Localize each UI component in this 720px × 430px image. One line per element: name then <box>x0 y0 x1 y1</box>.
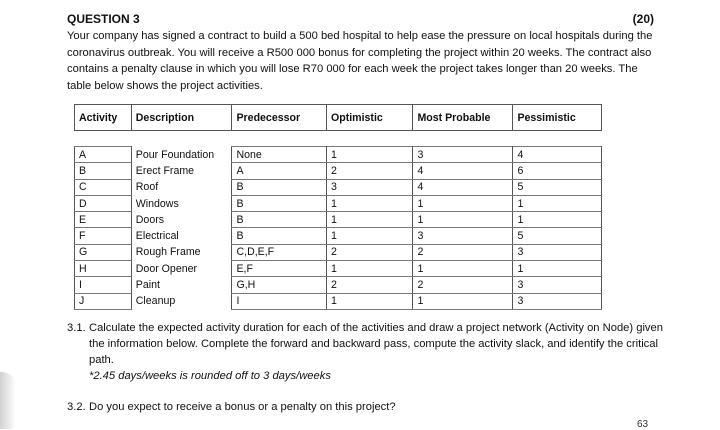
cell-most-probable: 1 <box>413 261 513 277</box>
cell-activity: A <box>75 147 132 163</box>
subquestions <box>67 320 663 415</box>
subquestion-number: 3.1. <box>67 322 86 334</box>
cell-description: Windows <box>135 197 179 210</box>
table-row <box>75 293 602 309</box>
cell-description: Electrical <box>135 230 179 243</box>
cell-most-probable: 2 <box>413 244 513 260</box>
cell-description: Roof <box>135 181 159 194</box>
cell-predecessor: B <box>232 228 327 244</box>
cell-most-probable: 4 <box>413 179 513 195</box>
cell-predecessor: A <box>232 163 327 179</box>
cell-pessimistic: 5 <box>513 228 602 244</box>
cell-most-probable: 2 <box>413 277 513 293</box>
cell-description: Rough Frame <box>135 246 201 259</box>
cell-description: Pour Foundation <box>135 148 215 161</box>
rounding-note: *2.45 days/weeks is rounded off to 3 days/weeks <box>89 370 331 382</box>
subquestion-3-1 <box>67 320 663 384</box>
cell-activity: I <box>75 277 132 293</box>
cell-activity: D <box>75 195 132 211</box>
cell-activity: C <box>75 179 132 195</box>
table-row <box>75 261 602 277</box>
cell-predecessor: I <box>232 293 327 309</box>
cell-optimistic: 1 <box>327 147 413 163</box>
cell-description: Doors <box>135 213 165 226</box>
cell-pessimistic: 4 <box>513 147 602 163</box>
table-row <box>75 244 602 260</box>
cell-predecessor: E,F <box>232 261 327 277</box>
question-title: QUESTION 3 <box>67 12 140 26</box>
table-header-row <box>75 105 602 131</box>
cell-optimistic: 2 <box>327 277 413 293</box>
table-row <box>75 179 602 195</box>
cell-predecessor: B <box>232 195 327 211</box>
cell-description: Cleanup <box>135 295 176 308</box>
activity-table <box>74 104 602 310</box>
cell-description: Paint <box>135 279 160 292</box>
cell-optimistic: 1 <box>327 228 413 244</box>
cell-most-probable: 1 <box>413 212 513 228</box>
cell-optimistic: 1 <box>327 261 413 277</box>
cell-most-probable: 1 <box>413 195 513 211</box>
header-most-probable: Most Probable <box>413 105 513 131</box>
cell-optimistic: 2 <box>327 163 413 179</box>
cell-pessimistic: 3 <box>513 244 602 260</box>
cell-pessimistic: 1 <box>513 261 602 277</box>
table-row <box>75 147 602 163</box>
cell-predecessor: None <box>232 147 327 163</box>
header-optimistic: Optimistic <box>327 105 413 131</box>
table-row <box>75 212 602 228</box>
cell-optimistic: 1 <box>327 195 413 211</box>
page-number: 63 <box>637 419 649 430</box>
cell-most-probable: 3 <box>413 147 513 163</box>
table-row <box>75 163 602 179</box>
cell-description: Erect Frame <box>135 164 195 177</box>
cell-pessimistic: 3 <box>513 293 602 309</box>
cell-activity: B <box>75 163 132 179</box>
page-edge-shadow <box>0 372 16 429</box>
header-activity: Activity <box>75 105 132 131</box>
cell-activity: F <box>75 228 132 244</box>
cell-pessimistic: 6 <box>513 163 602 179</box>
cell-pessimistic: 1 <box>513 195 602 211</box>
subquestion-text: Calculate the expected activity duration for each of the activities and draw a project network (Activity on Node) given the information below. Complete the forward and backward pass, compute the activity slack, and identify the critical path. <box>89 322 663 366</box>
cell-optimistic: 2 <box>327 244 413 260</box>
cell-predecessor: B <box>232 179 327 195</box>
cell-activity: J <box>75 293 132 309</box>
table-row <box>75 195 602 211</box>
subquestion-3-2 <box>67 399 663 415</box>
header-description: Description <box>131 105 232 131</box>
cell-optimistic: 1 <box>327 212 413 228</box>
table-row <box>75 228 602 244</box>
question-marks: (20) <box>632 12 654 26</box>
cell-activity: E <box>75 212 132 228</box>
cell-activity: H <box>75 261 132 277</box>
cell-optimistic: 3 <box>327 179 413 195</box>
table-row <box>75 277 602 293</box>
table-spacer-row <box>75 131 602 147</box>
question-intro: Your company has signed a contract to build a 500 bed hospital to help ease the pressure on local hospitals during the coronavirus outbreak. You will receive a R500 000 bonus for completing the project within 20 weeks. The contract also contains a penalty clause in which you will lose R70 000 for each week the project takes longer than 20 weeks. The table below shows the project activities. <box>67 30 653 92</box>
header-predecessor: Predecessor <box>232 105 327 131</box>
cell-description: Door Opener <box>135 262 198 275</box>
cell-most-probable: 4 <box>413 163 513 179</box>
cell-most-probable: 3 <box>413 228 513 244</box>
header-pessimistic: Pessimistic <box>513 105 602 131</box>
cell-pessimistic: 1 <box>513 212 602 228</box>
subquestion-number: 3.2. <box>67 401 86 413</box>
cell-pessimistic: 3 <box>513 277 602 293</box>
cell-pessimistic: 5 <box>513 179 602 195</box>
question-header <box>67 12 654 28</box>
subquestion-text: Do you expect to receive a bonus or a penalty on this project? <box>89 401 396 413</box>
cell-activity: G <box>75 244 132 260</box>
cell-most-probable: 1 <box>413 293 513 309</box>
cell-optimistic: 1 <box>327 293 413 309</box>
cell-predecessor: C,D,E,F <box>232 244 327 260</box>
cell-predecessor: B <box>232 212 327 228</box>
cell-predecessor: G,H <box>232 277 327 293</box>
